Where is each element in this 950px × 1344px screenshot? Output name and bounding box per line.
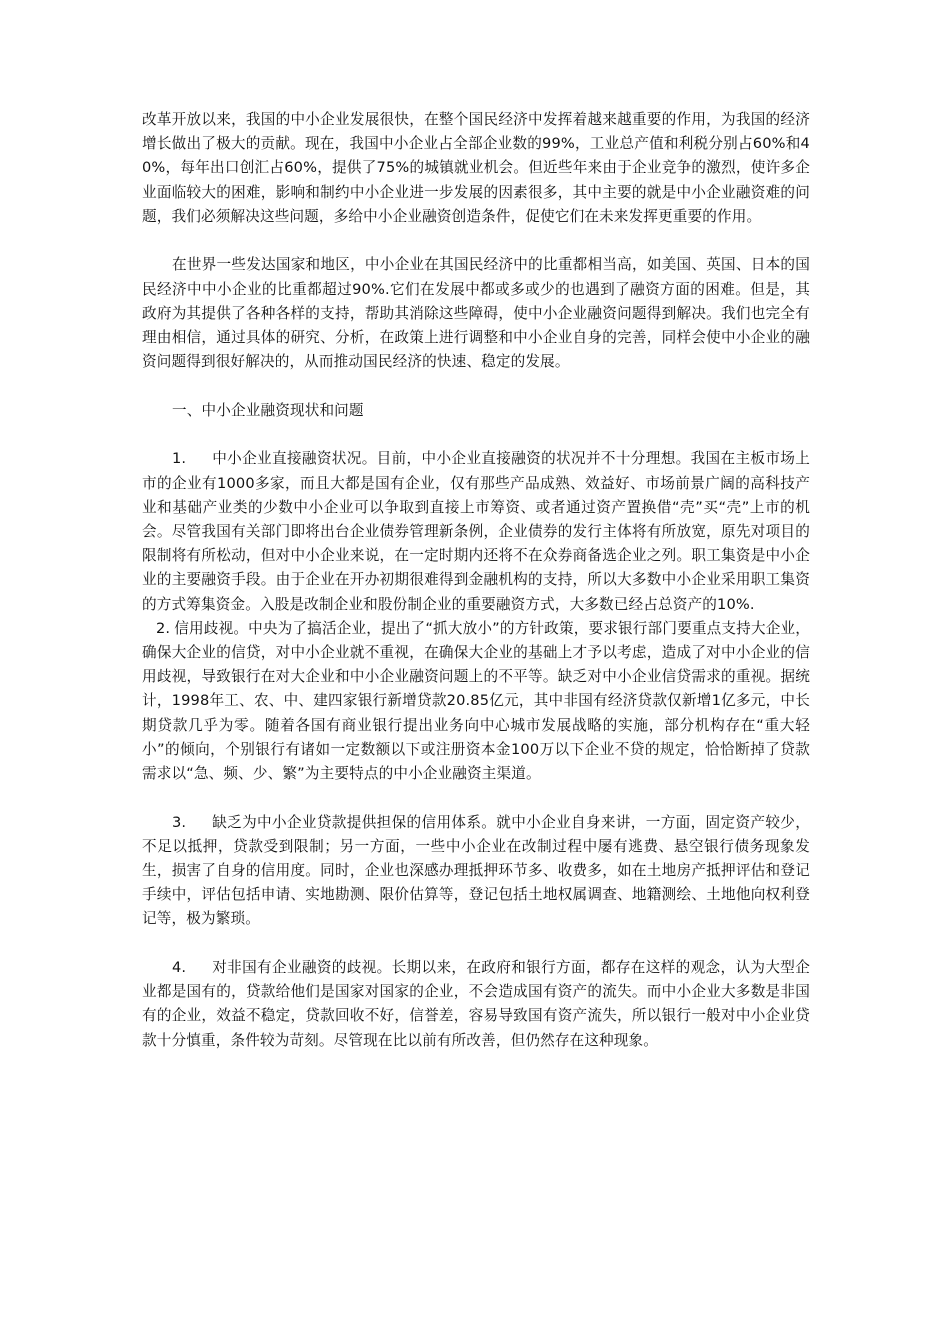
list-item-2 <box>142 617 810 786</box>
list-item-text: 信用歧视。中央为了搞活企业，提出了“抓大放小”的方针政策，要求银行部门要重点支持大企业，确保大企业的信贷，对中小企业就不重视，在确保大企业的基础上才予以考虑，造成了对中小企业的信用歧视，导致银行在对大企业和中小企业融资问题上的不平等。缺乏对中小企业信贷需求的重视。据统计，1998年工、农、中、建四家银行新增贷款20.85亿元，其中非国有经济贷款仅新增1亿多元，中长期贷款几乎为零。随着各国有商业银行提出业务向中心城市发展战略的实施，部分机构存在“重大轻小”的倾向，个别银行有诸如一定数额以下或注册资本金100万以下企业不贷的规定，恰恰断掉了贷款需求以“急、频、少、繁”为主要特点的中小企业融资主渠道。 <box>142 619 810 783</box>
list-item-number: 4. <box>172 959 187 977</box>
paragraph-gap <box>142 423 810 447</box>
list-item-4 <box>142 956 810 1053</box>
paragraph-gap <box>142 229 810 253</box>
list-item-number: 2. <box>156 619 171 637</box>
document-body <box>142 108 810 1053</box>
list-item-1 <box>142 447 810 616</box>
list-item-text: 缺乏为中小企业贷款提供担保的信用体系。就中小企业自身来讲，一方面，固定资产较少，不足以抵押，贷款受到限制；另一方面，一些中小企业在改制过程中屡有逃费、悬空银行债务现象发生，损害了自身的信用度。同时，企业也深感办理抵押环节多、收费多，如在土地房产抵押评估和登记手续中，评估包括申请、实地勘测、限价估算等，登记包括土地权属调查、地籍测绘、土地他向权利登记等，极为繁琐。 <box>142 813 810 928</box>
comparison-paragraph: 在世界一些发达国家和地区，中小企业在其国民经济中的比重都相当高，如美国、英国、日本的国民经济中中小企业的比重都超过90%.它们在发展中都或多或少的也遇到了融资方面的困难。但是，其政府为其提供了各种各样的支持，帮助其消除这些障碍，使中小企业融资问题得到解决。我们也完全有理由相信，通过具体的研究、分析，在政策上进行调整和中小企业自身的完善，同样会使中小企业的融资问题得到很好解决的，从而推动国民经济的快速、稳定的发展。 <box>142 256 810 371</box>
section-heading: 一、中小企业融资现状和问题 <box>172 401 364 419</box>
paragraph-gap <box>142 374 810 398</box>
paragraph-gap <box>142 786 810 810</box>
list-item-number: 3. <box>172 813 187 831</box>
list-item-text: 对非国有企业融资的歧视。长期以来，在政府和银行方面，都存在这样的观念，认为大型企业都是国有的，贷款给他们是国家对国家的企业，不会造成国有资产的流失。而中小企业大多数是非国有的企业，效益不稳定，贷款回收不好，信誉差，容易导致国有资产流失，所以银行一般对中小企业贷款十分慎重，条件较为苛刻。尽管现在比以前有所改善，但仍然存在这种现象。 <box>142 959 810 1049</box>
intro-paragraph: 改革开放以来，我国的中小企业发展很快，在整个国民经济中发挥着越来越重要的作用，为我国的经济增长做出了极大的贡献。现在，我国中小企业占全部企业数的99%，工业总产值和利税分别占60%和40%，每年出口创汇占60%，提供了75%的城镇就业机会。但近些年来由于企业竞争的激烈，使许多企业面临较大的困难，影响和制约中小企业进一步发展的因素很多，其中主要的就是中小企业融资难的问题，我们必须解决这些问题，多给中小企业融资创造条件，促使它们在未来发挥更重要的作用。 <box>142 111 810 225</box>
paragraph-gap <box>142 932 810 956</box>
list-item-number: 1. <box>172 450 187 468</box>
list-item-text: 中小企业直接融资状况。目前，中小企业直接融资的状况并不十分理想。我国在主板市场上市的企业有1000多家，而且大都是国有企业，仅有那些产品成熟、效益好、市场前景广阔的高科技产业和基础产业类的少数中小企业可以争取到直接上市筹资、或者通过资产置换借“壳”买“壳”上市的机会。尽管我国有关部门即将出台企业债券管理新条例，企业债券的发行主体将有所放宽，原先对项目的限制将有所松动，但对中小企业来说，在一定时期内还将不在众券商备选企业之列。职工集资是中小企业的主要融资手段。由于企业在开办初期很难得到金融机构的支持，所以大多数中小企业采用职工集资的方式筹集资金。入股是改制企业和股份制企业的重要融资方式，大多数已经占总资产的10%. <box>142 450 810 613</box>
list-item-3 <box>142 811 810 932</box>
